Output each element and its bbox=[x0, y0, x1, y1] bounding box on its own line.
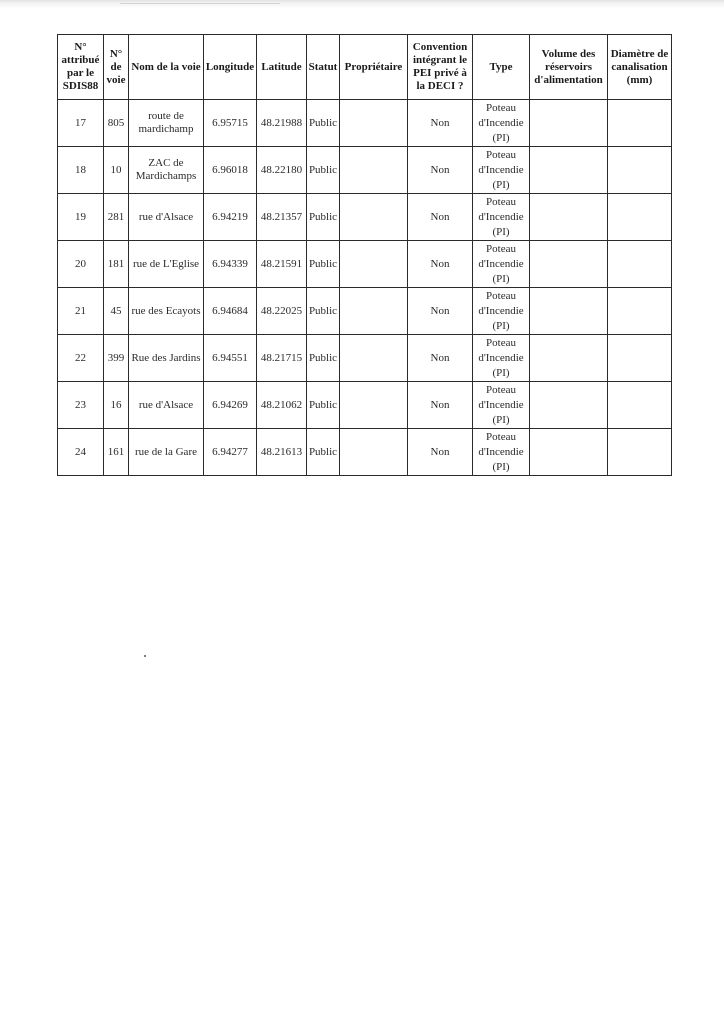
cell-proprietaire bbox=[340, 241, 408, 288]
cell-numero-sdis: 22 bbox=[58, 335, 104, 382]
header-statut: Statut bbox=[307, 35, 340, 100]
cell-type: Poteau d'Incendie (PI) bbox=[473, 194, 530, 241]
cell-volume-reservoirs bbox=[530, 429, 608, 476]
table-row bbox=[58, 288, 672, 335]
cell-diametre-canalisation bbox=[608, 429, 672, 476]
cell-diametre-canalisation bbox=[608, 382, 672, 429]
cell-numero-sdis: 19 bbox=[58, 194, 104, 241]
cell-convention: Non bbox=[408, 335, 473, 382]
cell-volume-reservoirs bbox=[530, 100, 608, 147]
cell-longitude: 6.94269 bbox=[204, 382, 257, 429]
cell-longitude: 6.94219 bbox=[204, 194, 257, 241]
cell-nom-voie: ZAC de Mardichamps bbox=[129, 147, 204, 194]
cell-diametre-canalisation bbox=[608, 147, 672, 194]
cell-statut: Public bbox=[307, 147, 340, 194]
cell-numero-sdis: 24 bbox=[58, 429, 104, 476]
cell-statut: Public bbox=[307, 100, 340, 147]
cell-volume-reservoirs bbox=[530, 194, 608, 241]
cell-statut: Public bbox=[307, 288, 340, 335]
cell-statut: Public bbox=[307, 429, 340, 476]
cell-numero-voie: 281 bbox=[104, 194, 129, 241]
pei-table bbox=[57, 34, 672, 476]
cell-proprietaire bbox=[340, 288, 408, 335]
cell-longitude: 6.94277 bbox=[204, 429, 257, 476]
cell-numero-voie: 10 bbox=[104, 147, 129, 194]
table-row bbox=[58, 429, 672, 476]
table-header-row bbox=[58, 35, 672, 100]
cell-proprietaire bbox=[340, 429, 408, 476]
cell-numero-voie: 399 bbox=[104, 335, 129, 382]
cell-numero-voie: 805 bbox=[104, 100, 129, 147]
header-diametre-canalisation: Diamètre de canalisation (mm) bbox=[608, 35, 672, 100]
cell-convention: Non bbox=[408, 100, 473, 147]
cell-diametre-canalisation bbox=[608, 194, 672, 241]
cell-statut: Public bbox=[307, 382, 340, 429]
cell-nom-voie: rue des Ecayots bbox=[129, 288, 204, 335]
cell-diametre-canalisation bbox=[608, 288, 672, 335]
scan-speck bbox=[144, 655, 146, 657]
cell-proprietaire bbox=[340, 147, 408, 194]
cell-nom-voie: rue de L'Eglise bbox=[129, 241, 204, 288]
cell-longitude: 6.96018 bbox=[204, 147, 257, 194]
cell-type: Poteau d'Incendie (PI) bbox=[473, 335, 530, 382]
cell-statut: Public bbox=[307, 194, 340, 241]
table-row bbox=[58, 100, 672, 147]
cell-convention: Non bbox=[408, 241, 473, 288]
cell-numero-sdis: 23 bbox=[58, 382, 104, 429]
cell-convention: Non bbox=[408, 288, 473, 335]
cell-volume-reservoirs bbox=[530, 147, 608, 194]
cell-volume-reservoirs bbox=[530, 241, 608, 288]
cell-proprietaire bbox=[340, 194, 408, 241]
cell-latitude: 48.21357 bbox=[257, 194, 307, 241]
header-longitude: Longitude bbox=[204, 35, 257, 100]
cell-volume-reservoirs bbox=[530, 288, 608, 335]
cell-latitude: 48.21591 bbox=[257, 241, 307, 288]
header-numero-voie: N° de voie bbox=[104, 35, 129, 100]
cell-proprietaire bbox=[340, 382, 408, 429]
table-body bbox=[58, 100, 672, 476]
cell-volume-reservoirs bbox=[530, 382, 608, 429]
cell-longitude: 6.94684 bbox=[204, 288, 257, 335]
cell-numero-voie: 161 bbox=[104, 429, 129, 476]
cell-numero-voie: 16 bbox=[104, 382, 129, 429]
table-row bbox=[58, 194, 672, 241]
cell-proprietaire bbox=[340, 335, 408, 382]
cell-type: Poteau d'Incendie (PI) bbox=[473, 288, 530, 335]
cell-latitude: 48.22180 bbox=[257, 147, 307, 194]
cell-latitude: 48.21988 bbox=[257, 100, 307, 147]
cell-type: Poteau d'Incendie (PI) bbox=[473, 241, 530, 288]
cell-convention: Non bbox=[408, 194, 473, 241]
table-row bbox=[58, 147, 672, 194]
cell-numero-voie: 181 bbox=[104, 241, 129, 288]
cell-latitude: 48.21715 bbox=[257, 335, 307, 382]
table-row bbox=[58, 241, 672, 288]
header-volume-reservoirs: Volume des réservoirs d'alimentation bbox=[530, 35, 608, 100]
table-row bbox=[58, 382, 672, 429]
cell-type: Poteau d'Incendie (PI) bbox=[473, 429, 530, 476]
cell-nom-voie: Rue des Jardins bbox=[129, 335, 204, 382]
cell-longitude: 6.94551 bbox=[204, 335, 257, 382]
cell-numero-sdis: 21 bbox=[58, 288, 104, 335]
scan-artifact-line bbox=[120, 3, 280, 4]
cell-latitude: 48.21613 bbox=[257, 429, 307, 476]
cell-numero-sdis: 20 bbox=[58, 241, 104, 288]
header-latitude: Latitude bbox=[257, 35, 307, 100]
header-convention: Convention intégrant le PEI privé à la DECI ? bbox=[408, 35, 473, 100]
cell-diametre-canalisation bbox=[608, 100, 672, 147]
table-row bbox=[58, 335, 672, 382]
cell-numero-voie: 45 bbox=[104, 288, 129, 335]
header-nom-voie: Nom de la voie bbox=[129, 35, 204, 100]
scan-shadow bbox=[0, 0, 724, 8]
cell-convention: Non bbox=[408, 429, 473, 476]
cell-statut: Public bbox=[307, 335, 340, 382]
cell-type: Poteau d'Incendie (PI) bbox=[473, 100, 530, 147]
cell-numero-sdis: 17 bbox=[58, 100, 104, 147]
cell-nom-voie: rue d'Alsace bbox=[129, 194, 204, 241]
cell-diametre-canalisation bbox=[608, 241, 672, 288]
header-proprietaire: Propriétaire bbox=[340, 35, 408, 100]
cell-nom-voie: route de mardichamp bbox=[129, 100, 204, 147]
cell-diametre-canalisation bbox=[608, 335, 672, 382]
cell-convention: Non bbox=[408, 382, 473, 429]
header-numero-sdis: N° attribué par le SDIS88 bbox=[58, 35, 104, 100]
cell-longitude: 6.95715 bbox=[204, 100, 257, 147]
cell-longitude: 6.94339 bbox=[204, 241, 257, 288]
cell-numero-sdis: 18 bbox=[58, 147, 104, 194]
cell-statut: Public bbox=[307, 241, 340, 288]
header-type: Type bbox=[473, 35, 530, 100]
cell-type: Poteau d'Incendie (PI) bbox=[473, 147, 530, 194]
cell-latitude: 48.21062 bbox=[257, 382, 307, 429]
cell-nom-voie: rue d'Alsace bbox=[129, 382, 204, 429]
cell-volume-reservoirs bbox=[530, 335, 608, 382]
cell-type: Poteau d'Incendie (PI) bbox=[473, 382, 530, 429]
cell-convention: Non bbox=[408, 147, 473, 194]
cell-proprietaire bbox=[340, 100, 408, 147]
cell-latitude: 48.22025 bbox=[257, 288, 307, 335]
cell-nom-voie: rue de la Gare bbox=[129, 429, 204, 476]
